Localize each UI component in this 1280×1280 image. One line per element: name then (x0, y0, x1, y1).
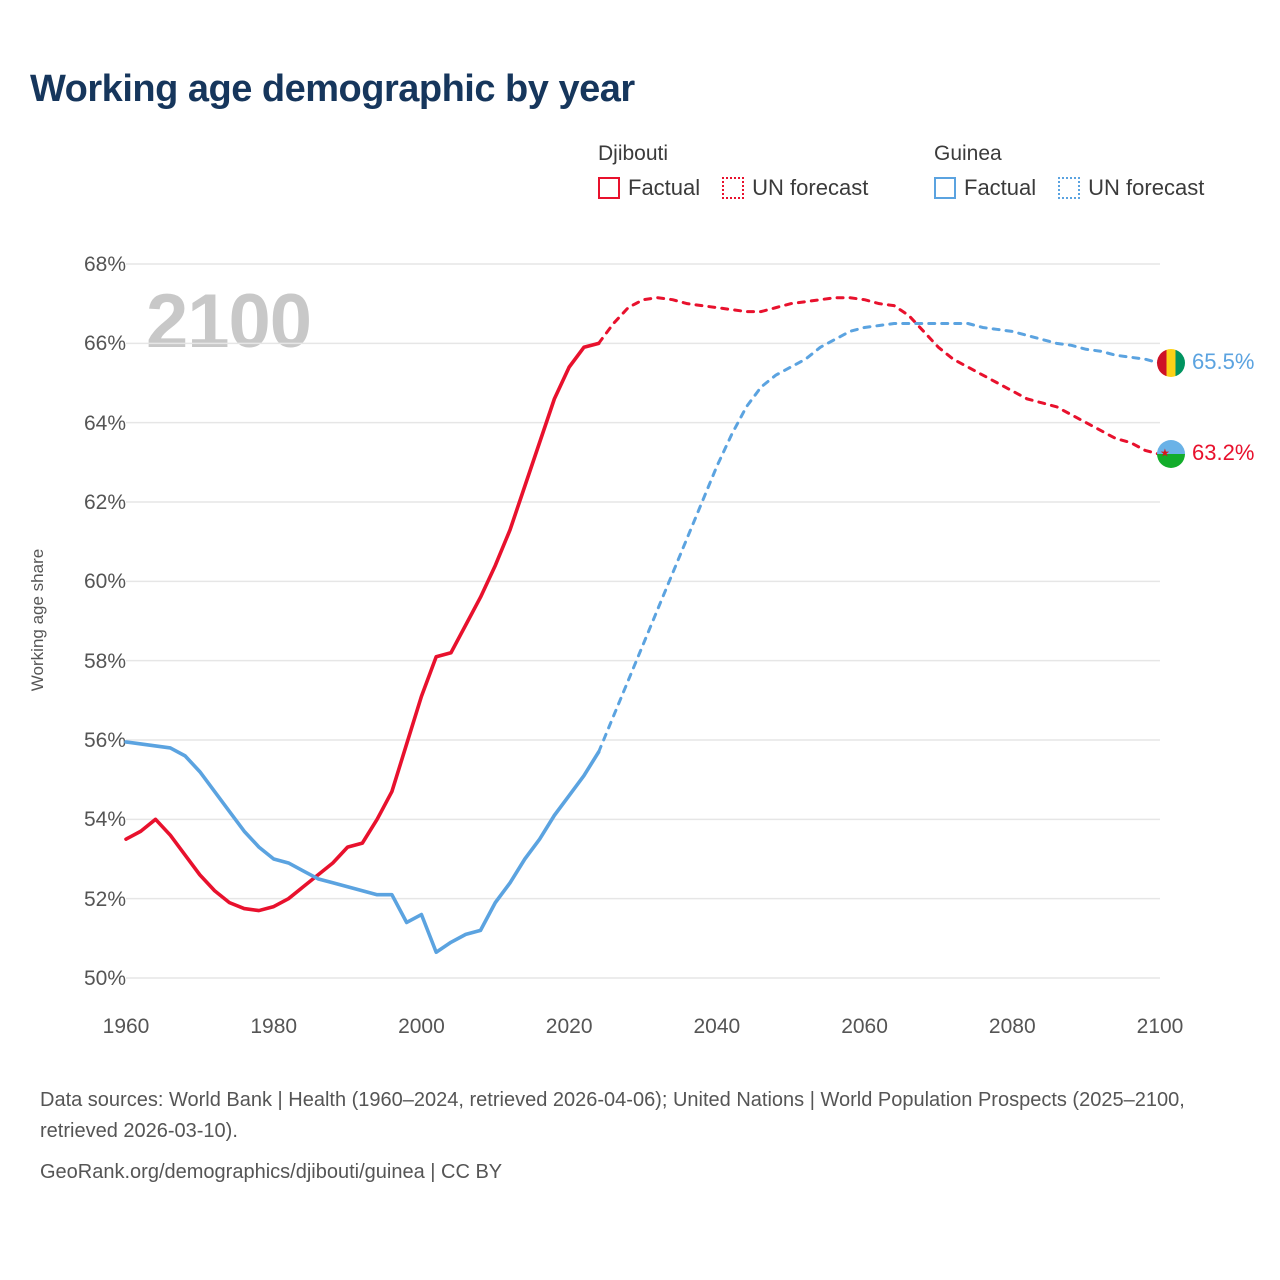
footer-sources: Data sources: World Bank | Health (1960–2024, retrieved 2026-04-06); United Nations | World Population Prospects (2025–2100, retrieved 2026-03-10). (40, 1089, 1185, 1142)
y-tick-label: 68% (83, 253, 126, 276)
y-tick-label: 60% (83, 570, 126, 594)
x-tick-label: 2100 (1136, 1015, 1184, 1038)
y-tick-label: 50% (83, 967, 126, 990)
guinea-flag-icon (1157, 349, 1185, 377)
legend-label-guinea-forecast: UN forecast (1088, 175, 1205, 200)
y-tick-label: 52% (83, 887, 126, 911)
y-tick-label: 64% (83, 411, 126, 435)
x-tick-label: 2080 (988, 1015, 1036, 1038)
x-tick-label: 2020 (545, 1015, 593, 1038)
y-axis-label: Working age share (28, 548, 47, 692)
x-tick-label: 1980 (250, 1015, 298, 1038)
page-title: Working age demographic by year (30, 68, 635, 110)
legend-label-djibouti-factual: Factual (628, 175, 701, 200)
x-tick-label: 1960 (102, 1015, 150, 1038)
legend-country-guinea: Guinea (934, 142, 1002, 165)
y-tick-label: 58% (83, 649, 126, 673)
legend-label-guinea-factual: Factual (964, 175, 1037, 200)
x-tick-label: 2000 (398, 1015, 445, 1038)
legend-label-djibouti-forecast: UN forecast (752, 175, 869, 200)
x-tick-label: 2060 (841, 1015, 888, 1038)
legend-country-djibouti: Djibouti (598, 142, 669, 165)
year-watermark: 2100 (146, 279, 312, 364)
y-tick-label: 66% (83, 332, 126, 356)
footer (40, 1085, 1220, 1188)
x-tick-label: 2040 (693, 1015, 741, 1038)
djibouti-end-label: 63.2% (1192, 440, 1255, 466)
y-tick-label: 56% (83, 729, 126, 752)
footer-attribution: GeoRank.org/demographics/djibouti/guinea | CC BY (40, 1161, 503, 1183)
y-tick-label: 62% (83, 491, 126, 514)
guinea-end-label: 65.5% (1192, 349, 1255, 375)
y-tick-label: 54% (83, 808, 126, 832)
